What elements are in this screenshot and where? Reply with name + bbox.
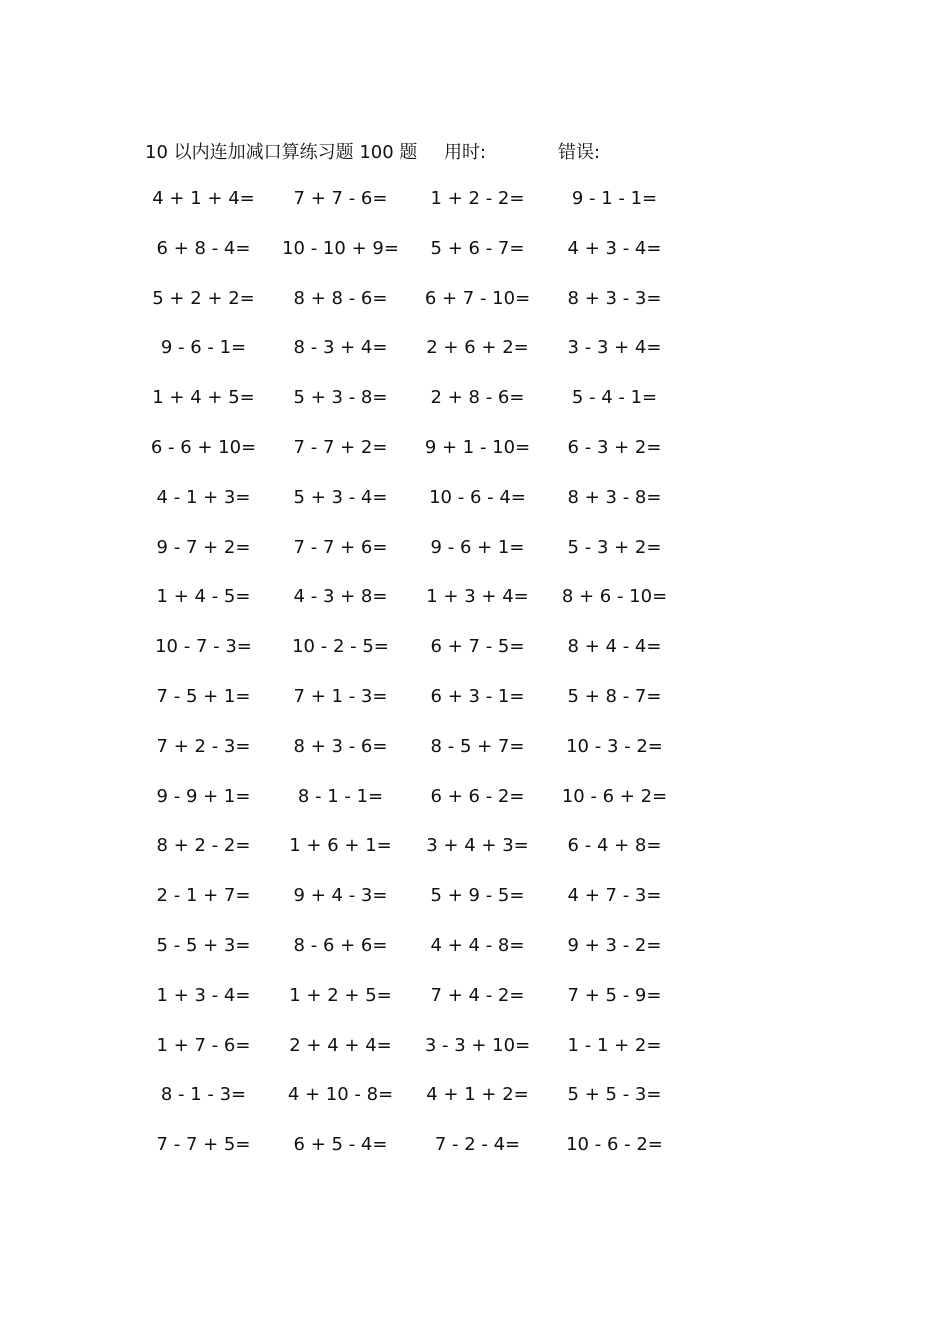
arithmetic-problem: 8 + 3 - 3= [567, 287, 662, 309]
arithmetic-problem: 8 + 2 - 2= [156, 835, 251, 857]
arithmetic-problem: 9 + 1 - 10= [424, 436, 531, 458]
arithmetic-problem: 5 + 3 - 8= [293, 387, 388, 409]
problem-row [135, 435, 695, 485]
arithmetic-problem: 10 - 6 + 2= [561, 785, 668, 807]
arithmetic-problem: 7 + 4 - 2= [430, 984, 525, 1006]
problem-row [135, 236, 695, 286]
arithmetic-problem: 6 + 7 - 5= [430, 636, 525, 658]
arithmetic-problem: 7 - 7 + 6= [293, 536, 388, 558]
arithmetic-problem: 7 - 2 - 4= [434, 1134, 521, 1156]
arithmetic-problem: 7 - 7 + 5= [156, 1134, 251, 1156]
arithmetic-problem: 6 + 8 - 4= [156, 237, 251, 259]
arithmetic-problem: 8 - 3 + 4= [293, 337, 388, 359]
arithmetic-problem: 7 - 5 + 1= [156, 685, 251, 707]
problem-row [135, 933, 695, 983]
arithmetic-problem: 2 + 4 + 4= [289, 1034, 392, 1056]
arithmetic-problem: 4 + 10 - 8= [287, 1084, 394, 1106]
arithmetic-problem: 5 - 5 + 3= [156, 934, 251, 956]
arithmetic-problem: 4 - 3 + 8= [293, 586, 388, 608]
problem-row [135, 1033, 695, 1083]
arithmetic-problem: 9 - 1 - 1= [571, 188, 658, 209]
arithmetic-problem: 9 + 3 - 2= [567, 934, 662, 956]
arithmetic-problem: 10 - 6 - 4= [429, 486, 526, 508]
worksheet-title: 10 以内连加减口算练习题 100 题 [145, 142, 418, 163]
arithmetic-problem: 7 + 7 - 6= [293, 188, 388, 209]
arithmetic-problem: 4 + 3 - 4= [567, 237, 662, 259]
arithmetic-problem: 1 + 3 - 4= [156, 984, 251, 1006]
errors-label: 错误: [558, 142, 601, 163]
arithmetic-problem: 5 + 3 - 4= [293, 486, 388, 508]
problem-row [135, 1082, 695, 1132]
arithmetic-problem: 4 + 4 - 8= [430, 934, 525, 956]
problem-row [135, 734, 695, 784]
arithmetic-problem: 8 - 5 + 7= [430, 735, 525, 757]
arithmetic-problem: 9 - 9 + 1= [156, 785, 251, 807]
arithmetic-problem: 4 + 1 + 2= [426, 1084, 529, 1106]
arithmetic-problem: 3 - 3 + 10= [424, 1034, 531, 1056]
arithmetic-problem: 6 - 3 + 2= [567, 436, 662, 458]
problem-row [135, 335, 695, 385]
arithmetic-problem: 5 + 9 - 5= [430, 885, 525, 907]
arithmetic-problem: 9 - 6 + 1= [430, 536, 525, 558]
arithmetic-problem: 5 + 5 - 3= [567, 1084, 662, 1106]
worksheet-header [0, 138, 950, 164]
arithmetic-problem: 5 - 4 - 1= [571, 387, 658, 409]
arithmetic-problem: 6 + 6 - 2= [430, 785, 525, 807]
arithmetic-problem: 1 - 1 + 2= [567, 1034, 662, 1056]
arithmetic-problem: 8 + 4 - 4= [567, 636, 662, 658]
arithmetic-problem: 6 + 3 - 1= [430, 685, 525, 707]
arithmetic-problem: 6 - 4 + 8= [567, 835, 662, 857]
arithmetic-problem: 5 + 6 - 7= [430, 237, 525, 259]
arithmetic-problem: 2 + 8 - 6= [430, 387, 525, 409]
arithmetic-problem: 8 - 1 - 1= [297, 785, 384, 807]
arithmetic-problem: 7 + 5 - 9= [567, 984, 662, 1006]
arithmetic-problem: 8 + 3 - 8= [567, 486, 662, 508]
arithmetic-problem: 1 + 6 + 1= [289, 835, 392, 857]
problem-row [135, 883, 695, 933]
arithmetic-problem: 6 + 7 - 10= [424, 287, 531, 309]
arithmetic-problem: 3 - 3 + 4= [567, 337, 662, 359]
problem-row [135, 286, 695, 336]
arithmetic-problem: 8 + 8 - 6= [293, 287, 388, 309]
arithmetic-problem: 10 - 3 - 2= [566, 735, 663, 757]
arithmetic-problem: 1 + 2 + 5= [289, 984, 392, 1006]
arithmetic-problem: 10 - 6 - 2= [566, 1134, 663, 1156]
arithmetic-problem: 4 + 7 - 3= [567, 885, 662, 907]
arithmetic-problem: 8 + 6 - 10= [561, 586, 668, 608]
time-used-label: 用时: [444, 142, 487, 163]
problem-grid [135, 186, 695, 1182]
problem-row [135, 684, 695, 734]
arithmetic-problem: 10 - 10 + 9= [282, 237, 399, 259]
arithmetic-problem: 8 + 3 - 6= [293, 735, 388, 757]
arithmetic-problem: 10 - 2 - 5= [292, 636, 389, 658]
arithmetic-problem: 1 + 7 - 6= [156, 1034, 251, 1056]
arithmetic-problem: 7 - 7 + 2= [293, 436, 388, 458]
arithmetic-problem: 4 + 1 + 4= [152, 188, 255, 209]
problem-row [135, 584, 695, 634]
arithmetic-problem: 1 + 3 + 4= [426, 586, 529, 608]
arithmetic-problem: 1 + 4 - 5= [156, 586, 251, 608]
arithmetic-problem: 2 + 6 + 2= [426, 337, 529, 359]
arithmetic-problem: 7 + 1 - 3= [293, 685, 388, 707]
arithmetic-problem: 1 + 4 + 5= [152, 387, 255, 409]
arithmetic-problem: 9 - 7 + 2= [156, 536, 251, 558]
arithmetic-problem: 1 + 2 - 2= [430, 188, 525, 209]
arithmetic-problem: 6 - 6 + 10= [150, 436, 257, 458]
arithmetic-problem: 4 - 1 + 3= [156, 486, 251, 508]
problem-row [135, 535, 695, 585]
arithmetic-problem: 2 - 1 + 7= [156, 885, 251, 907]
problem-row [135, 485, 695, 535]
problem-row [135, 784, 695, 834]
problem-row [135, 634, 695, 684]
arithmetic-problem: 9 - 6 - 1= [160, 337, 247, 359]
arithmetic-problem: 5 + 2 + 2= [152, 287, 255, 309]
arithmetic-problem: 8 - 1 - 3= [160, 1084, 247, 1106]
problem-row [135, 1132, 695, 1182]
problem-row [135, 833, 695, 883]
problem-row [135, 983, 695, 1033]
arithmetic-problem: 6 + 5 - 4= [293, 1134, 388, 1156]
arithmetic-problem: 5 + 8 - 7= [567, 685, 662, 707]
arithmetic-problem: 9 + 4 - 3= [293, 885, 388, 907]
problem-row [135, 385, 695, 435]
arithmetic-problem: 5 - 3 + 2= [567, 536, 662, 558]
problem-row [135, 186, 695, 236]
arithmetic-problem: 7 + 2 - 3= [156, 735, 251, 757]
arithmetic-problem: 10 - 7 - 3= [155, 636, 252, 658]
arithmetic-problem: 3 + 4 + 3= [426, 835, 529, 857]
arithmetic-problem: 8 - 6 + 6= [293, 934, 388, 956]
